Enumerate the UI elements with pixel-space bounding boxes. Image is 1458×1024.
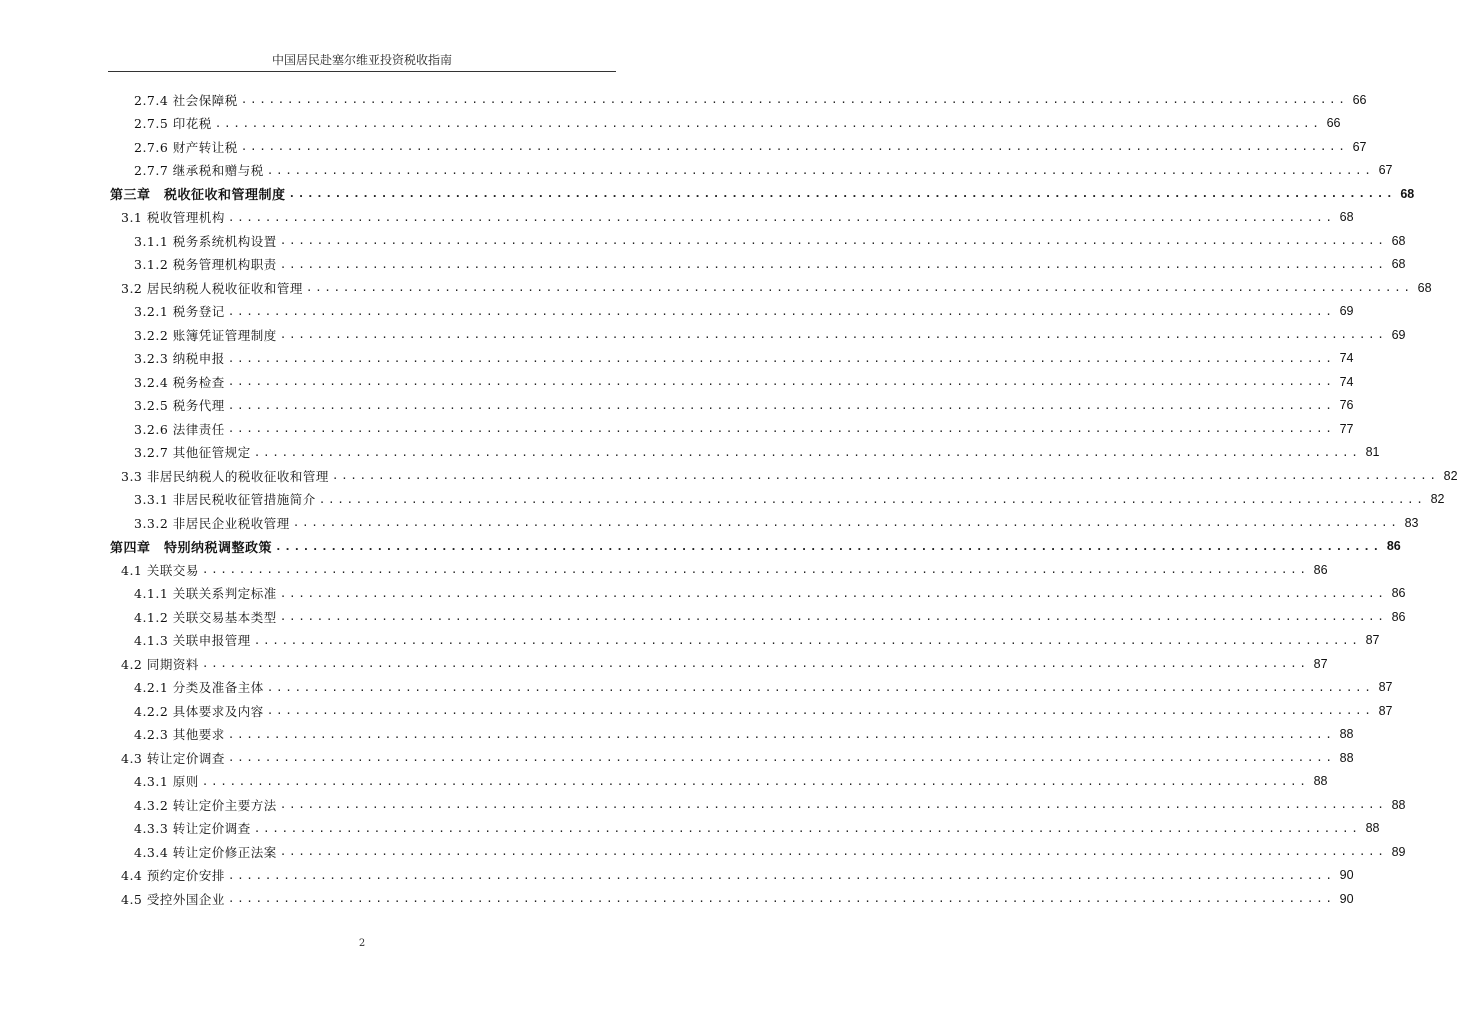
toc-entry-title: 4.5 受控外国企业 <box>121 891 225 907</box>
toc-entry[interactable] <box>0 394 1354 418</box>
toc-entry-page: 68 <box>1339 210 1354 225</box>
toc-entry[interactable] <box>0 88 1367 112</box>
toc-entry-title: 4.3.4 转让定价修正法案 <box>134 844 277 860</box>
toc-entry-page: 69 <box>1339 304 1354 319</box>
toc-entry[interactable] <box>0 605 1406 629</box>
toc-entry[interactable] <box>0 864 1354 888</box>
toc-entry-page: 83 <box>1404 515 1419 530</box>
header-rule <box>108 71 616 72</box>
toc-dot-leader: ........................................................................................................................ <box>227 422 1335 436</box>
toc-entry-page: 68 <box>1391 257 1406 272</box>
toc-entry-page: 88 <box>1339 750 1354 765</box>
toc-dot-leader: ........................................................................................................................ <box>227 892 1335 906</box>
toc-entry-title: 4.3 转让定价调查 <box>121 750 225 766</box>
toc-dot-leader: ........................................................................................................................ <box>201 657 1309 671</box>
toc-entry[interactable] <box>0 699 1393 723</box>
toc-dot-leader: ........................................................................................................................ <box>288 187 1396 201</box>
toc-entry[interactable] <box>0 417 1354 441</box>
toc-entry[interactable] <box>0 652 1328 676</box>
toc-entry-page: 87 <box>1313 656 1328 671</box>
toc-entry[interactable] <box>0 770 1328 794</box>
toc-entry-page: 66 <box>1352 92 1367 107</box>
toc-dot-leader: ........................................................................................................................ <box>331 469 1439 483</box>
toc-entry-page: 88 <box>1313 774 1328 789</box>
toc-entry[interactable] <box>0 723 1354 747</box>
toc-entry-page: 82 <box>1443 468 1458 483</box>
toc-entry-title: 3.1.1 税务系统机构设置 <box>134 233 277 249</box>
toc-chapter-entry[interactable] <box>0 535 1401 559</box>
toc-entry-page: 68 <box>1400 186 1415 201</box>
toc-dot-leader: ........................................................................................................................ <box>240 93 1348 107</box>
toc-dot-leader: ........................................................................................................................ <box>227 304 1335 318</box>
toc-entry-page: 82 <box>1430 492 1445 507</box>
toc-entry[interactable] <box>0 253 1406 277</box>
toc-entry-title: 2.7.4 社会保障税 <box>134 92 238 108</box>
toc-entry-title: 第三章 税收征收和管理制度 <box>110 188 286 204</box>
toc-dot-leader: ........................................................................................................................ <box>253 445 1361 459</box>
toc-entry-page: 87 <box>1378 680 1393 695</box>
toc-entry[interactable] <box>0 206 1354 230</box>
toc-entry[interactable] <box>0 159 1393 183</box>
toc-entry-page: 76 <box>1339 398 1354 413</box>
toc-entry-page: 74 <box>1339 374 1354 389</box>
toc-dot-leader: ........................................................................................................................ <box>227 868 1335 882</box>
toc-entry[interactable] <box>0 817 1380 841</box>
toc-dot-leader: ........................................................................................................................ <box>227 375 1335 389</box>
toc-entry[interactable] <box>0 300 1354 324</box>
toc-entry-page: 86 <box>1391 609 1406 624</box>
toc-entry-page: 67 <box>1352 139 1367 154</box>
toc-entry-page: 86 <box>1391 586 1406 601</box>
toc-entry-title: 4.1.1 关联关系判定标准 <box>134 586 277 602</box>
toc-entry-title: 4.1.2 关联交易基本类型 <box>134 609 277 625</box>
toc-entry-page: 67 <box>1378 163 1393 178</box>
toc-dot-leader: ........................................................................................................................ <box>266 704 1374 718</box>
toc-entry-title: 3.2.2 账簿凭证管理制度 <box>134 327 277 343</box>
toc-entry-page: 69 <box>1391 327 1406 342</box>
toc-entry-page: 90 <box>1339 891 1354 906</box>
toc-entry-page: 88 <box>1365 821 1380 836</box>
toc-entry[interactable] <box>0 112 1341 136</box>
toc-entry-title: 3.3.1 非居民税收征管措施简介 <box>134 492 316 508</box>
toc-dot-leader: ........................................................................................................................ <box>266 163 1374 177</box>
toc-entry-title: 3.2.1 税务登记 <box>134 304 225 320</box>
toc-entry[interactable] <box>0 135 1367 159</box>
toc-entry[interactable] <box>0 840 1406 864</box>
toc-entry-title: 2.7.5 印花税 <box>134 116 212 132</box>
toc-dot-leader: ........................................................................................................................ <box>201 774 1309 788</box>
toc-entry[interactable] <box>0 276 1432 300</box>
toc-dot-leader: ........................................................................................................................ <box>279 610 1387 624</box>
toc-dot-leader: ........................................................................................................................ <box>279 845 1387 859</box>
toc-dot-leader: ........................................................................................................................ <box>227 351 1335 365</box>
toc-entry-title: 4.3.1 原则 <box>134 774 199 790</box>
toc-entry-title: 4.1 关联交易 <box>121 562 199 578</box>
toc-entry-title: 3.1.2 税务管理机构职责 <box>134 257 277 273</box>
toc-entry[interactable] <box>0 370 1354 394</box>
toc-entry-page: 68 <box>1417 280 1432 295</box>
toc-entry-page: 81 <box>1365 445 1380 460</box>
toc-entry-title: 3.2.6 法律责任 <box>134 421 225 437</box>
toc-entry[interactable] <box>0 887 1354 911</box>
toc-dot-leader: ........................................................................................................................ <box>305 281 1413 295</box>
toc-entry[interactable] <box>0 323 1406 347</box>
toc-entry-title: 4.2.1 分类及准备主体 <box>134 680 264 696</box>
toc-entry-page: 89 <box>1391 844 1406 859</box>
toc-entry-page: 66 <box>1326 116 1341 131</box>
toc-entry-page: 87 <box>1365 633 1380 648</box>
toc-entry-title: 4.4 预约定价安排 <box>121 868 225 884</box>
toc-entry-title: 4.3.3 转让定价调查 <box>134 821 251 837</box>
toc-dot-leader: ........................................................................................................................ <box>227 727 1335 741</box>
toc-entry[interactable] <box>0 746 1354 770</box>
toc-entry[interactable] <box>0 464 1458 488</box>
toc-entry-page: 86 <box>1313 562 1328 577</box>
toc-dot-leader: ........................................................................................................................ <box>292 516 1400 530</box>
toc-chapter-entry[interactable] <box>0 182 1415 206</box>
table-of-contents <box>0 88 1458 911</box>
toc-entry-title: 3.2.5 税务代理 <box>134 398 225 414</box>
toc-entry[interactable] <box>0 229 1406 253</box>
toc-entry-title: 4.1.3 关联申报管理 <box>134 633 251 649</box>
toc-entry-page: 77 <box>1339 421 1354 436</box>
toc-entry-title: 4.2.2 具体要求及内容 <box>134 703 264 719</box>
toc-entry-title: 2.7.7 继承税和赠与税 <box>134 163 264 179</box>
toc-entry-title: 3.2.4 税务检查 <box>134 374 225 390</box>
toc-entry-title: 3.2 居民纳税人税收征收和管理 <box>121 280 303 296</box>
toc-dot-leader: ........................................................................................................................ <box>279 328 1387 342</box>
toc-entry[interactable] <box>0 511 1419 535</box>
toc-dot-leader: ........................................................................................................................ <box>201 563 1309 577</box>
toc-entry[interactable] <box>0 676 1393 700</box>
toc-entry[interactable] <box>0 558 1328 582</box>
toc-entry-page: 88 <box>1391 797 1406 812</box>
toc-dot-leader: ........................................................................................................................ <box>214 116 1322 130</box>
toc-entry-title: 3.1 税收管理机构 <box>121 210 225 226</box>
toc-entry-page: 68 <box>1391 233 1406 248</box>
toc-dot-leader: ........................................................................................................................ <box>279 257 1387 271</box>
toc-entry[interactable] <box>0 488 1445 512</box>
toc-entry-page: 88 <box>1339 727 1354 742</box>
page-header: 中国居民赴塞尔维亚投资税收指南 <box>271 53 452 67</box>
toc-dot-leader: ........................................................................................................................ <box>227 398 1335 412</box>
toc-dot-leader: ........................................................................................................................ <box>227 751 1335 765</box>
toc-entry-title: 4.2 同期资料 <box>121 656 199 672</box>
toc-dot-leader: ........................................................................................................................ <box>266 680 1374 694</box>
toc-entry[interactable] <box>0 582 1406 606</box>
toc-dot-leader: ........................................................................................................................ <box>279 798 1387 812</box>
toc-entry-title: 第四章 特别纳税调整政策 <box>110 540 273 556</box>
toc-dot-leader: ........................................................................................................................ <box>279 586 1387 600</box>
toc-entry-page: 86 <box>1386 539 1401 554</box>
toc-entry-title: 3.3 非居民纳税人的税收征收和管理 <box>121 468 329 484</box>
toc-entry[interactable] <box>0 629 1380 653</box>
toc-dot-leader: ........................................................................................................................ <box>318 492 1426 506</box>
toc-entry-page: 74 <box>1339 351 1354 366</box>
toc-entry[interactable] <box>0 441 1380 465</box>
toc-entry[interactable] <box>0 347 1354 371</box>
toc-dot-leader: ........................................................................................................................ <box>253 633 1361 647</box>
toc-entry-title: 3.2.3 纳税申报 <box>134 351 225 367</box>
toc-entry-page: 90 <box>1339 868 1354 883</box>
toc-entry[interactable] <box>0 793 1406 817</box>
toc-entry-page: 87 <box>1378 703 1393 718</box>
toc-dot-leader: ........................................................................................................................ <box>279 234 1387 248</box>
toc-dot-leader: ........................................................................................................................ <box>275 539 1382 553</box>
toc-entry-title: 4.2.3 其他要求 <box>134 727 225 743</box>
page-number: 2 <box>358 938 366 949</box>
toc-entry-title: 3.2.7 其他征管规定 <box>134 445 251 461</box>
toc-dot-leader: ........................................................................................................................ <box>253 821 1361 835</box>
toc-entry-title: 3.3.2 非居民企业税收管理 <box>134 515 290 531</box>
toc-entry-title: 4.3.2 转让定价主要方法 <box>134 797 277 813</box>
toc-dot-leader: ........................................................................................................................ <box>227 210 1335 224</box>
toc-dot-leader: ........................................................................................................................ <box>240 140 1348 154</box>
toc-entry-title: 2.7.6 财产转让税 <box>134 139 238 155</box>
